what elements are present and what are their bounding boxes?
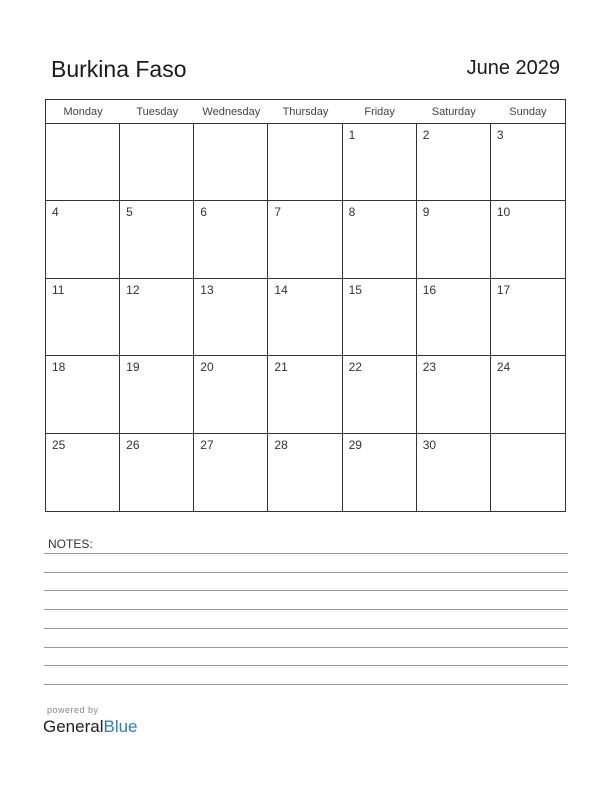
notes-line [44,590,568,591]
powered-by-text: powered by [47,705,99,715]
day-cell [120,201,194,278]
generalblue-logo [43,717,138,737]
notes-line [44,572,568,573]
notes-line [44,684,568,685]
day-cell [491,201,565,278]
day-cell [46,279,120,356]
day-cell [491,356,565,433]
day-number: 5 [126,205,133,220]
day-number: 24 [496,360,511,375]
day-number: 1 [348,128,356,142]
day-number: 18 [52,360,66,375]
day-cell [120,356,194,433]
day-cell [417,279,491,356]
weekday-tuesday: Tuesday [136,106,179,118]
day-number: 28 [274,437,288,452]
day-cell [343,279,417,356]
brand-blue: Blue [103,717,138,736]
day-number: 17 [496,282,511,297]
day-number: 11 [52,282,65,297]
day-cell [491,124,565,201]
day-number: 4 [52,205,59,220]
day-cell [120,434,194,511]
day-number: 13 [200,282,214,297]
day-number: 21 [274,360,288,375]
day-cell [268,434,342,511]
day-cell [194,201,268,278]
day-number: 9 [422,205,430,220]
month-title: June 2029 [466,57,560,79]
day-cell [491,279,565,356]
day-number: 3 [496,128,504,142]
notes-line [44,665,568,666]
day-cell [194,124,268,201]
country-title: Burkina Faso [51,56,187,82]
weekday-friday: Friday [364,106,395,118]
day-cell [343,434,417,511]
day-cell [268,201,342,278]
day-number: 12 [126,282,140,297]
day-number: 30 [422,437,437,452]
day-number: 15 [348,282,362,297]
day-number: 26 [126,437,140,452]
day-number: 8 [348,205,356,220]
day-number: 29 [348,437,362,452]
notes-line [44,609,568,610]
day-cell [120,279,194,356]
day-number: 2 [422,128,430,142]
weekday-saturday: Saturday [431,106,476,118]
day-number: 7 [274,205,282,220]
day-number: 10 [496,205,511,220]
weekday-header [46,100,565,124]
day-number: 25 [52,437,66,452]
day-number: 6 [200,205,207,220]
day-cell [194,279,268,356]
day-cell [46,356,120,433]
day-cell [343,201,417,278]
day-cell [194,356,268,433]
day-number: 19 [126,360,140,375]
day-cell [46,434,120,511]
day-number: 16 [422,282,437,297]
calendar-grid [45,99,566,512]
day-cell [46,201,120,278]
day-cell [491,434,565,511]
notes-line [44,647,568,648]
day-cell [268,356,342,433]
day-cell [417,201,491,278]
day-cell [343,356,417,433]
notes-line [44,553,568,554]
notes-line [44,628,568,629]
day-cell [46,124,120,201]
brand-general: General [43,717,104,736]
day-cell [417,434,491,511]
weekday-monday: Monday [63,106,103,118]
day-cells [46,124,565,511]
day-number: 20 [200,360,214,375]
weekday-wednesday: Wednesday [202,106,261,118]
weekday-thursday: Thursday [282,106,329,118]
day-number: 23 [422,360,437,375]
day-number: 14 [274,282,288,297]
day-number: 22 [348,360,362,375]
day-number: 27 [200,437,214,452]
day-cell [268,124,342,201]
day-cell [268,279,342,356]
day-cell [194,434,268,511]
day-cell [343,124,417,201]
day-cell [417,356,491,433]
weekday-sunday: Sunday [509,106,547,118]
notes-label: NOTES: [48,537,93,551]
day-cell [417,124,491,201]
day-cell [120,124,194,201]
